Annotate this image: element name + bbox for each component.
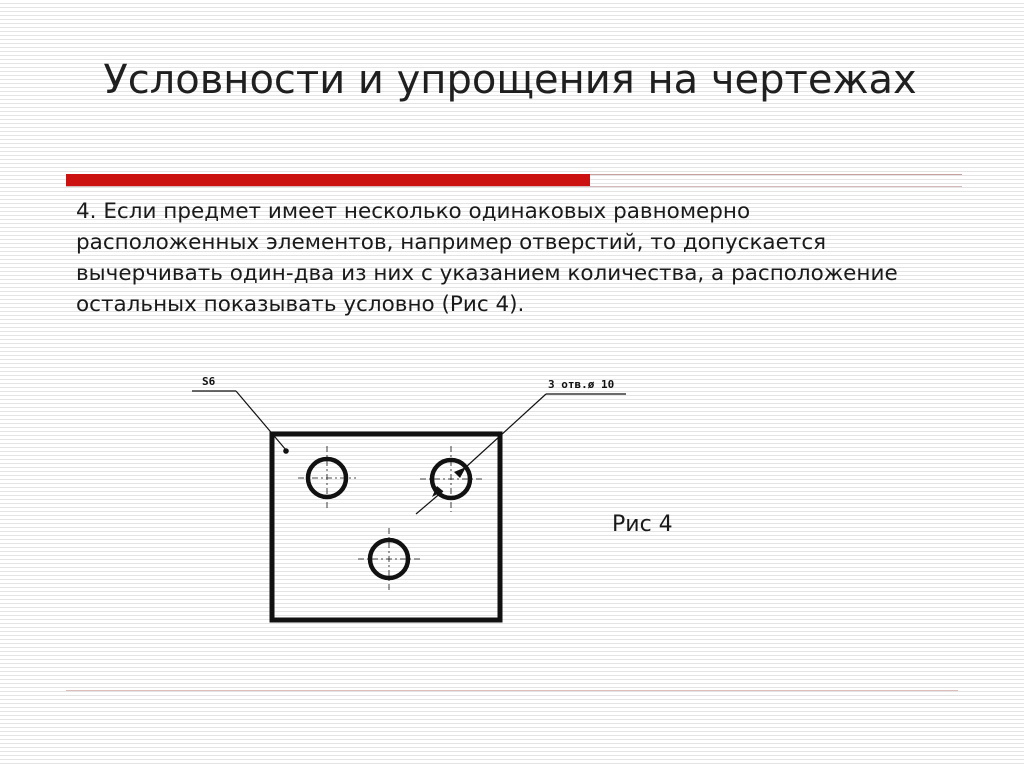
slide-title: Условности и упрощения на чертежах: [103, 57, 917, 103]
drawing-figure: [180, 360, 660, 640]
plate-outline: [272, 434, 500, 620]
title-underline-thin: [590, 174, 962, 175]
title-underline-baseline: [66, 186, 962, 187]
hole-3: [358, 528, 420, 590]
holes-label: 3 отв.ø 10: [548, 378, 615, 391]
thickness-label: S6: [202, 375, 216, 388]
hole-1: [298, 446, 356, 510]
body-paragraph: 4. Если предмет имеет несколько одинаковых равномерно расположенных элементов, например отверстий, то допускается вычерчивать один-два из них с указанием количества, а расположение остальных показывать условно (Рис 4).: [76, 199, 898, 317]
footer-rule: [66, 690, 958, 691]
leader-dot: [283, 448, 289, 454]
figure-caption: Рис 4: [612, 512, 673, 537]
